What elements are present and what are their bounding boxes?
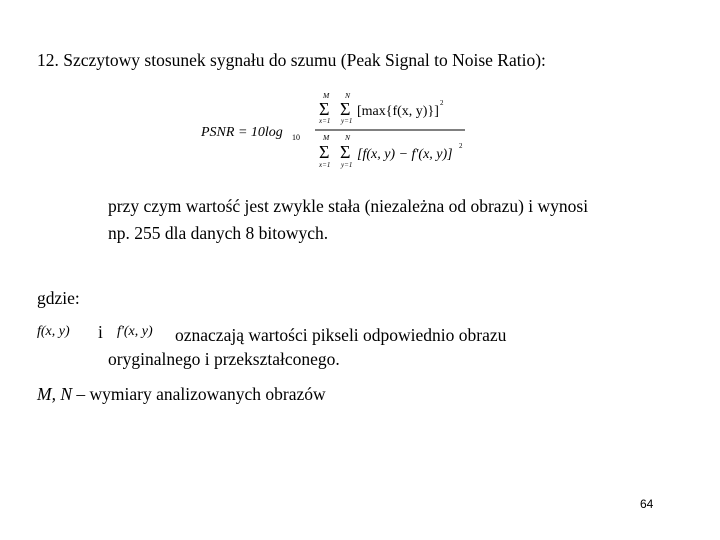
formula-denominator: [f(x, y) − f'(x, y)] xyxy=(357,147,453,162)
gdzie-label: gdzie: xyxy=(37,288,80,308)
num-sigma-2: Σ xyxy=(340,99,351,119)
den-sum-lower-y: y=1 xyxy=(341,161,353,169)
note-line-2: np. 255 dla danych 8 bitowych. xyxy=(108,223,329,243)
den-sum-upper-M: M xyxy=(323,133,330,142)
note-paragraph xyxy=(108,193,688,247)
dimensions-text: – wymiary analizowanych obrazów xyxy=(72,384,326,404)
den-sigma-2: Σ xyxy=(340,142,351,162)
symbol-f: f(x, y) xyxy=(37,324,70,339)
dimensions-line xyxy=(37,384,326,405)
den-sigma-1: Σ xyxy=(319,142,330,162)
symbol-f-prime: f'(x, y) xyxy=(117,324,153,339)
note-line-1: przy czym wartość jest zwykle stała (niezależna od obrazu) i wynosi xyxy=(108,196,589,216)
formula-lhs: PSNR = 10log xyxy=(201,125,283,140)
formula-numerator: [max{f(x, y)}] xyxy=(357,104,439,119)
den-sum-lower-x: x=1 xyxy=(319,161,331,169)
den-sum-upper-N: N xyxy=(345,133,351,142)
page-number: 64 xyxy=(640,497,654,511)
slide-heading: 12. Szczytowy stosunek sygnału do szumu (Peak Signal to Noise Ratio): xyxy=(37,50,546,70)
num-sum-upper-N: N xyxy=(345,91,351,100)
definition-line-1: oznaczają wartości pikseli odpowiednio obrazu xyxy=(175,325,507,345)
and-word: i xyxy=(98,322,103,342)
formula-log-base: 10 xyxy=(292,133,300,142)
psnr-formula xyxy=(195,88,485,170)
num-sum-lower-x: x=1 xyxy=(319,117,331,125)
num-sum-upper-M: M xyxy=(323,91,330,100)
num-sum-lower-y: y=1 xyxy=(341,117,353,125)
formula-numerator-exp: 2 xyxy=(440,99,444,107)
definition-line-2: oryginalnego i przekształconego. xyxy=(108,349,340,369)
dimensions-vars: M, N xyxy=(37,384,72,404)
num-sigma-1: Σ xyxy=(319,99,330,119)
formula-denominator-exp: 2 xyxy=(459,142,463,150)
